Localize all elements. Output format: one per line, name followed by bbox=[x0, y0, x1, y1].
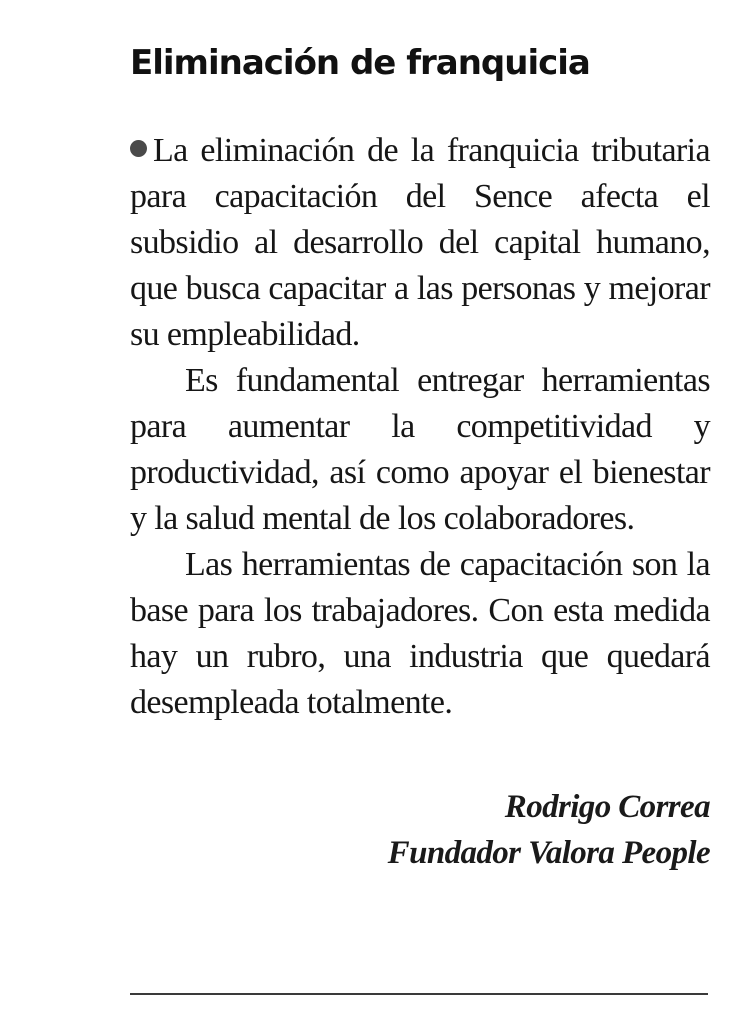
author-name: Rodrigo Correa bbox=[504, 789, 710, 825]
bottom-divider bbox=[130, 993, 708, 995]
author-role: Fundador Valora People bbox=[387, 835, 710, 871]
paragraph-3: Las herramientas de capacitación son la base para los trabajadores. Con esta medida hay un rubro, una industria que quedará desempleada totalmente. bbox=[130, 546, 710, 721]
paragraph-1-text: La eliminación de la franquicia tributaria para capacitación del Sence afecta el subsidio al desarrollo del capital humano, que busca capacitar a las personas y mejorar su empleabilidad. bbox=[130, 132, 710, 353]
bullet-dot-icon bbox=[130, 140, 147, 157]
paragraph-2: Es fundamental entregar herramientas para aumentar la competitividad y productividad, así como apoyar el bienestar y la salud mental de los colaboradores. bbox=[130, 362, 710, 537]
paragraph-1 bbox=[130, 128, 710, 358]
letter-article bbox=[130, 30, 710, 876]
article-body bbox=[130, 128, 710, 726]
article-title: Eliminación de franquicia bbox=[130, 43, 590, 83]
signature bbox=[130, 784, 710, 876]
